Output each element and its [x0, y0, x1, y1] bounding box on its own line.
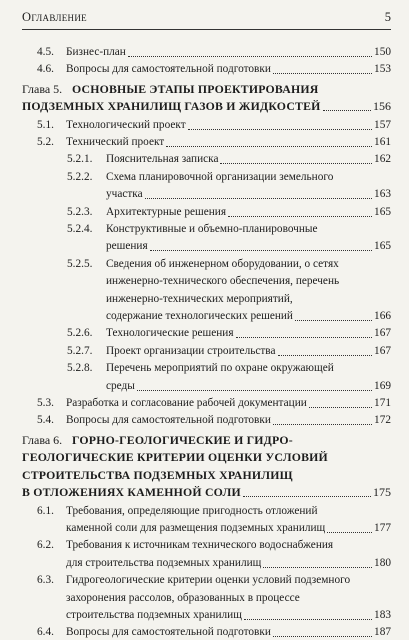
dot-leader — [323, 110, 371, 111]
entry-page-number: 156 — [373, 99, 391, 114]
dot-leader — [137, 390, 372, 391]
chapter-prefix: Глава 6. — [22, 433, 63, 447]
chapter-title-line: ГОРНО-ГЕОЛОГИЧЕСКИЕ И ГИДРО- — [72, 433, 293, 447]
entry-title-line: для строительства подземных хранилищ — [66, 556, 262, 569]
entry-title-line: захоронения рассолов, образованных в процессе — [66, 591, 300, 604]
entry-title-line: Схема планировочной организации земельного — [106, 170, 334, 183]
dot-leader — [273, 73, 372, 74]
entry-number: 6.2. — [37, 539, 54, 552]
entry-number: 5.2.4. — [67, 222, 93, 235]
entry-number: 6.4. — [37, 626, 54, 639]
dot-leader — [309, 407, 372, 408]
dot-leader — [273, 424, 372, 425]
chapter-title-line: ОСНОВНЫЕ ЭТАПЫ ПРОЕКТИРОВАНИЯ — [72, 82, 319, 96]
entry-title-line: Проект организации строительства — [106, 344, 276, 357]
entry-title-line: Вопросы для самостоятельной подготовки — [66, 63, 271, 76]
entry-page-number: 150 — [374, 46, 391, 58]
entry-number: 6.3. — [37, 574, 54, 587]
entry-title-line: Требования к источникам технического водоснабжения — [66, 539, 334, 552]
dot-leader — [150, 250, 372, 251]
entry-number: 5.1. — [37, 118, 54, 131]
entry-number: 5.2.2. — [67, 170, 93, 183]
dot-leader — [327, 532, 372, 533]
entry-title-line: Пояснительная записка — [106, 153, 219, 166]
entry-page-number: 165 — [374, 240, 391, 253]
entry-page-number: 162 — [374, 153, 391, 166]
entry-title-line: каменной соли для размещения подземных хранилищ — [66, 521, 326, 534]
entry-title-line: решения — [106, 240, 148, 253]
entry-title-line: инженерно-технического обеспечения, перечень — [106, 275, 340, 288]
entry-title-line: строительства подземных хранилищ — [66, 608, 242, 621]
entry-number: 6.1. — [37, 504, 54, 517]
entry-page-number: 187 — [374, 626, 391, 639]
entry-number: 5.2.8. — [67, 362, 93, 375]
entry-number: 5.2.3. — [67, 205, 93, 218]
chapter-title-line: В ОТЛОЖЕНИЯХ КАМЕННОЙ СОЛИ — [22, 485, 241, 500]
entry-number: 5.2. — [37, 135, 54, 148]
dot-leader — [145, 198, 372, 199]
entry-title-line: Технологический проект — [66, 118, 186, 131]
dot-leader — [166, 146, 372, 147]
entry-title-line: инженерно-технических мероприятий, — [106, 292, 293, 305]
entry-page-number: 183 — [374, 608, 391, 621]
chapter-title-line: ГЕОЛОГИЧЕСКИЕ КРИТЕРИИ ОЦЕНКИ УСЛОВИЙ — [22, 450, 328, 465]
chapter-title-line: ПОДЗЕМНЫХ ХРАНИЛИЩ ГАЗОВ И ЖИДКОСТЕЙ — [22, 99, 321, 114]
entry-title-line: Вопросы для самостоятельной подготовки — [66, 414, 271, 427]
entry-title-line: участка — [106, 188, 143, 201]
entry-number: 5.3. — [37, 396, 54, 409]
entry-page-number: 169 — [374, 379, 391, 392]
entry-number: 4.6. — [37, 63, 54, 76]
entry-page-number: 161 — [374, 135, 391, 148]
dot-leader — [188, 129, 372, 130]
dot-leader — [220, 163, 372, 164]
entry-page-number: 180 — [374, 556, 391, 569]
entry-number: 5.2.7. — [67, 344, 93, 357]
entry-number: 5.4. — [37, 414, 54, 427]
dot-leader — [278, 355, 373, 356]
entry-page-number: 165 — [374, 205, 391, 218]
dot-leader — [236, 337, 373, 338]
entry-title-line: Технический проект — [66, 135, 165, 148]
page-number: 5 — [384, 10, 391, 24]
dot-leader — [244, 619, 372, 620]
entry-page-number: 153 — [374, 63, 391, 76]
dot-leader — [243, 496, 371, 497]
entry-title-line: Бизнес-план — [66, 46, 126, 58]
entry-number: 4.5. — [37, 46, 54, 58]
entry-title-line: Разработка и согласование рабочей документации — [66, 396, 307, 409]
entry-page-number: 167 — [374, 327, 391, 340]
dot-leader — [273, 636, 372, 637]
entry-page-number: 157 — [374, 118, 391, 131]
entry-title-line: Архитектурные решения — [106, 205, 227, 218]
chapter-title-line: СТРОИТЕЛЬСТВА ПОДЗЕМНЫХ ХРАНИЛИЩ — [22, 467, 293, 482]
entry-page-number: 177 — [374, 521, 391, 534]
dot-leader — [263, 567, 372, 568]
entry-page-number: 163 — [374, 188, 391, 201]
running-header — [22, 8, 391, 28]
chapter-prefix: Глава 5. — [22, 82, 63, 96]
running-title: Оглавление — [22, 10, 87, 24]
entry-page-number: 171 — [374, 396, 391, 409]
entry-page-number: 175 — [373, 485, 391, 500]
entry-number: 5.2.5. — [67, 257, 93, 270]
dot-leader — [295, 320, 372, 321]
entry-page-number: 167 — [374, 344, 391, 357]
entry-title-line: Требования, определяющие пригодность отложений — [66, 504, 318, 517]
entry-title-line: Перечень мероприятий по охране окружающей — [106, 362, 334, 375]
entry-page-number: 166 — [374, 309, 391, 322]
dot-leader — [228, 216, 372, 217]
dot-leader — [128, 56, 372, 57]
entry-title-line: Гидрогеологические критерии оценки условий подземного — [66, 574, 351, 587]
entry-page-number: 172 — [374, 414, 391, 427]
header-rule — [22, 29, 391, 30]
entry-number: 5.2.6. — [67, 327, 93, 340]
entry-title-line: Технологические решения — [106, 327, 234, 340]
entry-title-line: содержание технологических решений — [106, 309, 293, 322]
entry-number: 5.2.1. — [67, 153, 93, 166]
entry-title-line: Вопросы для самостоятельной подготовки — [66, 626, 271, 639]
entry-title-line: среды — [106, 379, 135, 392]
entry-title-line: Конструктивные и объемно-планировочные — [106, 222, 318, 235]
entry-title-line: Сведения об инженерном оборудовании, о сетях — [106, 257, 339, 270]
